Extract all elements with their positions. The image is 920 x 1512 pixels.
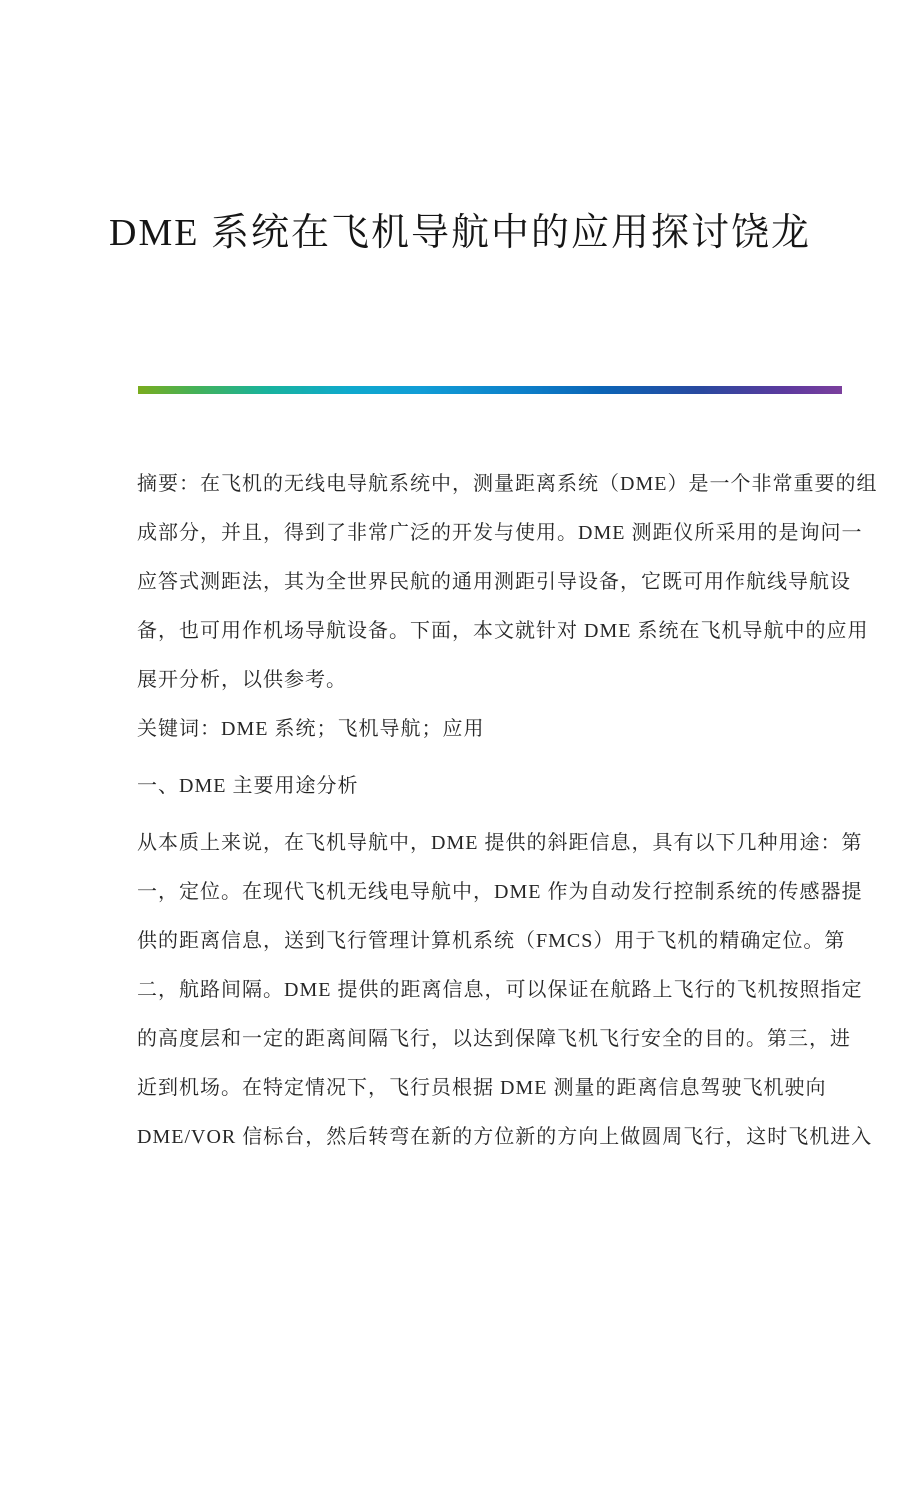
document-body [137, 460, 878, 1162]
body-line: 从本质上来说，在飞机导航中，DME 提供的斜距信息，具有以下几种用途：第 [137, 832, 863, 854]
body-paragraph [137, 819, 873, 1162]
document-title: DME 系统在飞机导航中的应用探讨饶龙 [109, 212, 811, 254]
keywords-line: 关键词：DME 系统；飞机导航；应用 [137, 718, 485, 740]
abstract-line: 展开分析，以供参考。 [137, 669, 347, 691]
body-line: 的高度层和一定的距离间隔飞行，以达到保障飞机飞行安全的目的。第三，进 [137, 1028, 851, 1050]
abstract-paragraph [137, 460, 878, 705]
body-line: 供的距离信息，送到飞行管理计算机系统（FMCS）用于飞机的精确定位。第 [137, 930, 846, 952]
body-line: 一，定位。在现代飞机无线电导航中，DME 作为自动发行控制系统的传感器提 [137, 881, 863, 903]
abstract-line: 应答式测距法，其为全世界民航的通用测距引导设备，它既可用作航线导航设 [137, 571, 851, 593]
abstract-line: 成部分，并且，得到了非常广泛的开发与使用。DME 测距仪所采用的是询问一 [137, 522, 863, 544]
abstract-line: 备，也可用作机场导航设备。下面，本文就针对 DME 系统在飞机导航中的应用 [137, 620, 869, 642]
document-page [0, 210, 920, 1512]
body-line: 近到机场。在特定情况下，飞行员根据 DME 测量的距离信息驾驶飞机驶向 [137, 1077, 827, 1099]
abstract-line: 摘要：在飞机的无线电导航系统中，测量距离系统（DME）是一个非常重要的组 [137, 473, 878, 495]
body-line: DME/VOR 信标台，然后转弯在新的方位新的方向上做圆周飞行，这时飞机进入 [137, 1126, 873, 1148]
section-heading: 一、DME 主要用途分析 [137, 775, 359, 797]
gradient-divider [138, 386, 842, 394]
body-line: 二，航路间隔。DME 提供的距离信息，可以保证在航路上飞行的飞机按照指定 [137, 979, 863, 1001]
